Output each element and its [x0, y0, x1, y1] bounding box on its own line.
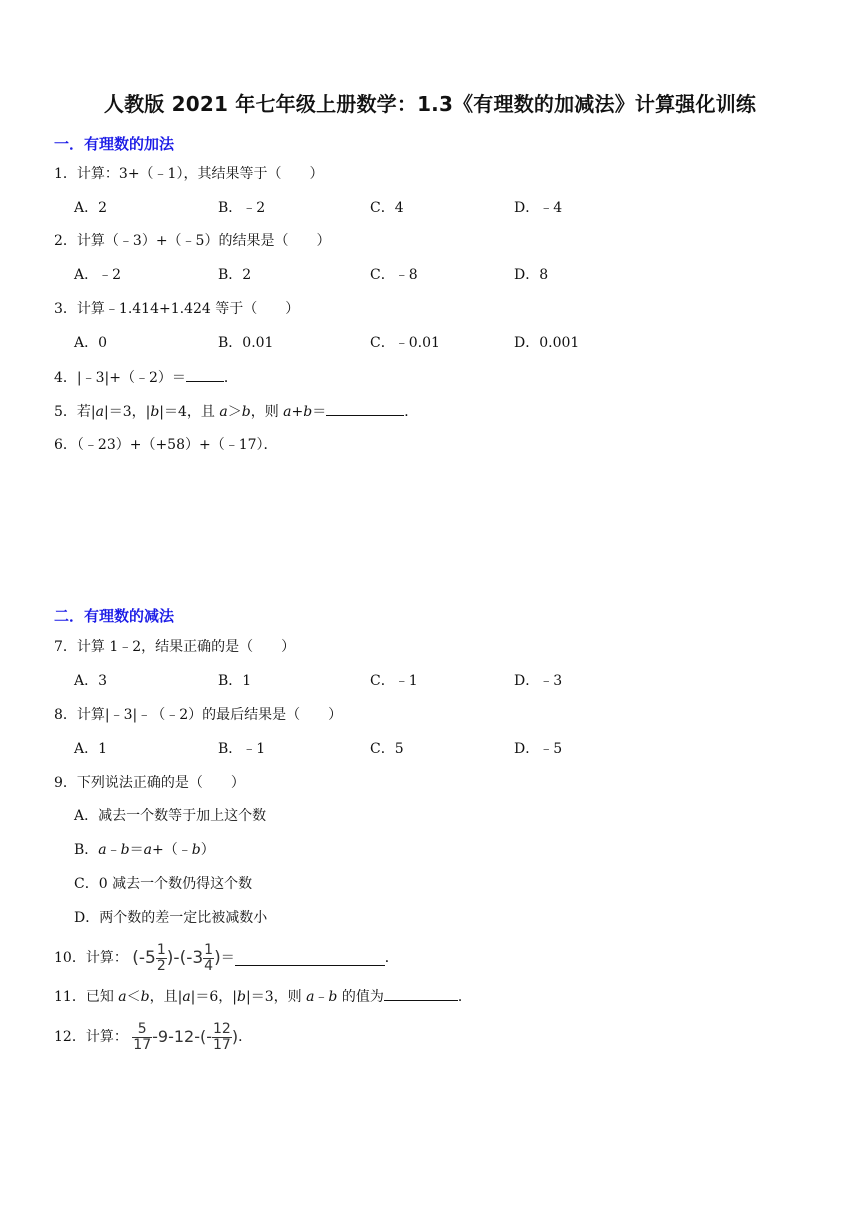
variable-a: a — [219, 404, 228, 420]
option-c: C．﹣8 — [370, 267, 418, 283]
option-a: A．﹣2 — [74, 267, 122, 283]
math-text: )-(-3 — [166, 948, 204, 968]
option-c: C．5 — [370, 741, 404, 757]
section-heading-subtraction: 二．有理数的减法 — [54, 607, 175, 625]
answer-blank — [384, 986, 458, 1001]
question-9-option-a: A．减去一个数等于加上这个数 — [74, 808, 267, 824]
variable-b: b — [303, 404, 313, 420]
question-7-options — [74, 671, 794, 691]
option-c: C．4 — [370, 200, 404, 216]
text: 12．计算： — [54, 1029, 128, 1045]
math-text: -9-12-(- — [152, 1027, 212, 1046]
question-9-option-b — [74, 840, 215, 860]
question-1-options — [74, 198, 794, 218]
question-11 — [54, 986, 472, 1007]
question-1-stem: 1．计算：3+（﹣1），其结果等于（ ） — [54, 166, 324, 182]
variable-b: b — [191, 842, 201, 858]
question-7-stem: 7．计算 1﹣2，结果正确的是（ ） — [54, 639, 296, 655]
text: |＝3，| — [103, 404, 151, 420]
answer-blank — [326, 401, 404, 416]
variable-b: b — [150, 404, 160, 420]
question-6-stem: 6．（﹣23）+（+58）+（﹣17）． — [54, 437, 278, 453]
question-4 — [54, 367, 238, 388]
fraction-twelve-seventeenths: $\frac{12}{17}$ — [212, 1020, 231, 1053]
punctuation: ． — [238, 1029, 253, 1045]
text: 5．若| — [54, 404, 96, 420]
punctuation: ． — [223, 370, 238, 386]
math-text: ) — [231, 1027, 239, 1046]
option-c: C．﹣1 — [370, 673, 418, 689]
question-9-stem: 9．下列说法正确的是（ ） — [54, 775, 245, 791]
option-a: A．3 — [74, 673, 108, 689]
answer-blank — [235, 951, 385, 966]
text: ，则 — [250, 404, 284, 420]
answer-blank — [186, 367, 224, 382]
fraction-one-half: $\frac{1}{2}$ — [156, 941, 166, 974]
question-4-stem: 4．|﹣3|+（﹣2）＝ — [54, 370, 186, 386]
text: |＝4，且 — [159, 404, 220, 420]
punctuation: ． — [457, 989, 472, 1005]
variable-a: a — [306, 989, 315, 1005]
variable-b: b — [328, 989, 338, 1005]
option-d: D．﹣4 — [514, 200, 563, 216]
variable-a: a — [95, 404, 104, 420]
text: + — [291, 404, 304, 420]
punctuation: ． — [384, 950, 399, 966]
option-a: A．0 — [74, 335, 108, 351]
variable-a: a — [98, 842, 107, 858]
option-a: A．1 — [74, 741, 108, 757]
option-d: D．﹣5 — [514, 741, 563, 757]
option-d: D．﹣3 — [514, 673, 563, 689]
question-2-options — [74, 265, 794, 285]
question-8-options — [74, 739, 794, 759]
variable-a: a — [118, 989, 127, 1005]
text: |＝3，则 — [245, 989, 307, 1005]
text: ＜ — [126, 989, 141, 1005]
text: 10．计算： — [54, 950, 128, 966]
variable-a: a — [283, 404, 292, 420]
variable-a: a — [182, 989, 191, 1005]
question-9-option-d: D．两个数的差一定比被减数小 — [74, 910, 268, 926]
text: 11．已知 — [54, 989, 119, 1005]
text: ﹣ — [314, 989, 329, 1005]
option-d: D．8 — [514, 267, 549, 283]
variable-b: b — [140, 989, 150, 1005]
question-12 — [54, 1018, 252, 1056]
option-c: C．﹣0.01 — [370, 335, 440, 351]
option-b: B．﹣1 — [218, 741, 266, 757]
option-b: B．0.01 — [218, 335, 274, 351]
text: B． — [74, 842, 99, 858]
text: ＝ — [220, 950, 235, 966]
fraction-five-seventeenths: $\frac{5}{17}$ — [133, 1020, 152, 1053]
variable-a: a — [143, 842, 152, 858]
question-2-stem: 2．计算（﹣3）+（﹣5）的结果是（ ） — [54, 233, 331, 249]
text: 的值为 — [337, 989, 384, 1005]
text: +（﹣ — [151, 842, 192, 858]
text: |＝6，| — [190, 989, 238, 1005]
variable-b: b — [237, 989, 246, 1005]
question-10 — [54, 940, 399, 976]
math-text: (-5 — [132, 948, 156, 968]
question-3-options — [74, 333, 794, 353]
question-3-stem: 3．计算﹣1.414+1.424 等于（ ） — [54, 301, 300, 317]
option-b: B．1 — [218, 673, 252, 689]
option-b: B．2 — [218, 267, 252, 283]
punctuation: ． — [404, 404, 419, 420]
text: ，且| — [149, 989, 183, 1005]
page-title: 人教版 2021 年七年级上册数学：1.3《有理数的加减法》计算强化训练 — [103, 92, 757, 116]
fraction-one-quarter: $\frac{1}{4}$ — [204, 941, 214, 974]
variable-b: b — [120, 842, 130, 858]
option-a: A．2 — [74, 200, 108, 216]
text: ＝ — [129, 842, 144, 858]
text: ＞ — [227, 404, 242, 420]
variable-b: b — [241, 404, 251, 420]
question-9-option-c: C．0 减去一个数仍得这个数 — [74, 876, 253, 892]
text: ） — [200, 842, 215, 858]
question-8-stem: 8．计算|﹣3|﹣（﹣2）的最后结果是（ ） — [54, 707, 343, 723]
text: ﹣ — [106, 842, 121, 858]
text: ＝ — [312, 404, 327, 420]
section-heading-addition: 一．有理数的加法 — [54, 135, 175, 153]
option-d: D．0.001 — [514, 335, 580, 351]
question-5 — [54, 401, 418, 422]
math-text: ) — [214, 948, 221, 968]
option-b: B．﹣2 — [218, 200, 266, 216]
